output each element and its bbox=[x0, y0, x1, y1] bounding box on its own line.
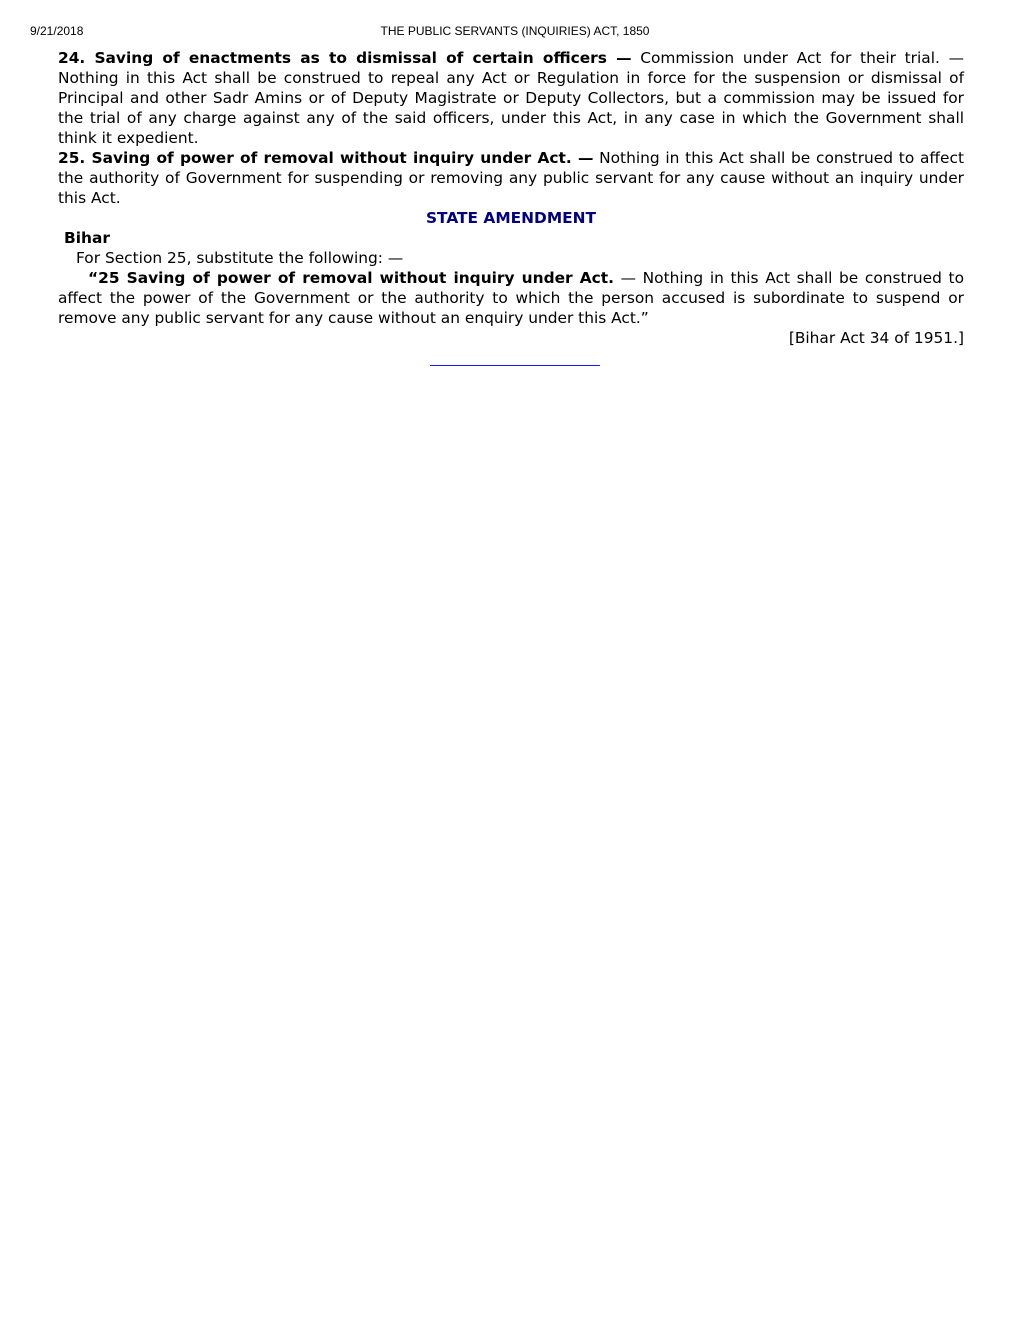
amendment-quote-title: “25 Saving of power of removal without inquiry under Act. bbox=[88, 269, 614, 287]
amendment-state: Bihar bbox=[64, 229, 110, 247]
print-header bbox=[0, 24, 1020, 40]
section-25-body: Nothing in this Act shall be construed to affect the authority of Government for suspending or removing any public servant for any cause without an inquiry under this Act. bbox=[58, 149, 964, 207]
amendment-quote bbox=[58, 268, 964, 328]
amendment-instruction: For Section 25, substitute the following: — bbox=[76, 249, 404, 267]
section-24-title: 24. Saving of enactments as to dismissal of certain officers — bbox=[58, 49, 632, 67]
section-25 bbox=[58, 148, 964, 208]
print-date: 9/21/2018 bbox=[30, 24, 84, 38]
amendment-citation: [Bihar Act 34 of 1951.] bbox=[788, 329, 964, 347]
section-24 bbox=[58, 48, 964, 148]
state-amendment-heading: STATE AMENDMENT bbox=[425, 209, 597, 227]
amendment-quote-body: — Nothing in this Act shall be construed to affect the power of the Government or the authority to which the person accused is subordinate to suspend or remove any public servant for any cause without an enquiry under this Act.” bbox=[58, 269, 964, 327]
act-text bbox=[58, 48, 964, 348]
section-24-body: Commission under Act for their trial. — Nothing in this Act shall be construed to repeal any Act or Regulation in force for the suspension or dismissal of Principal and other Sadr Amins or of Deputy Magistrate or Deputy Collectors, but a commission may be issued for the trial of any charge against any of the said officers, under this Act, in any case in which the Government shall think it expedient. bbox=[58, 49, 965, 147]
section-25-title: 25. Saving of power of removal without inquiry under Act. — bbox=[58, 149, 594, 167]
end-divider bbox=[430, 365, 600, 366]
print-title: THE PUBLIC SERVANTS (INQUIRIES) ACT, 1850 bbox=[380, 24, 650, 38]
